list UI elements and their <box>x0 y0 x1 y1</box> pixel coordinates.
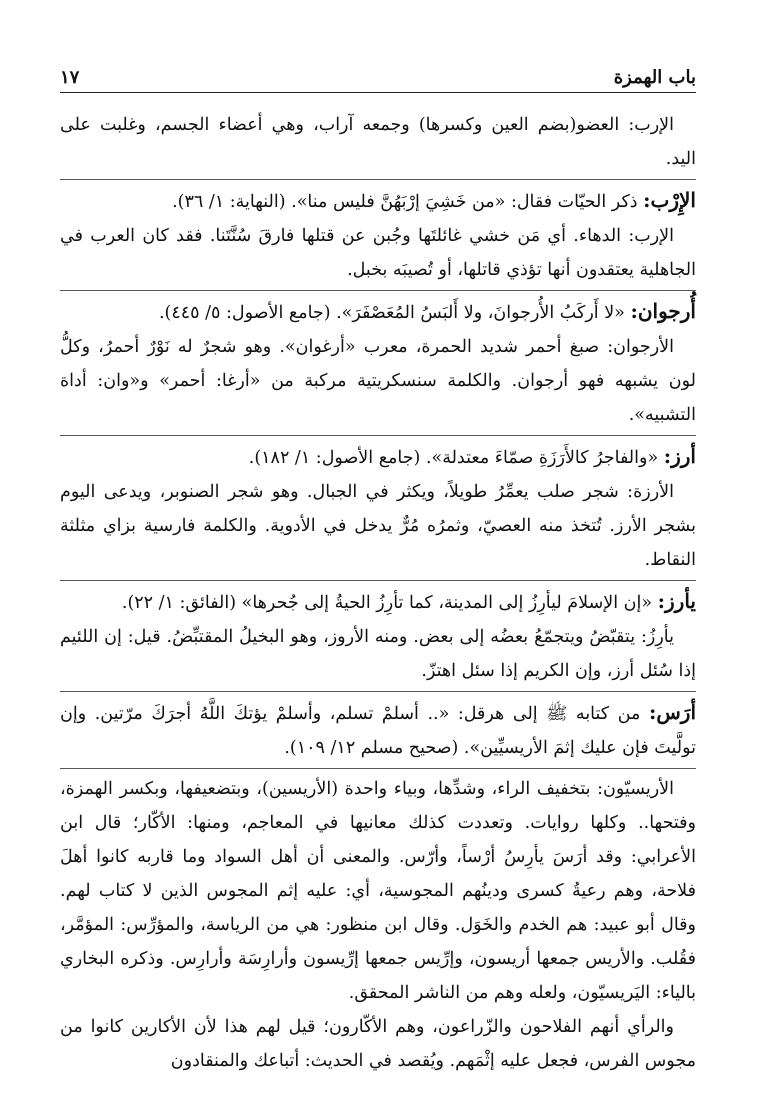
entry-headword: يأرز: <box>657 589 696 613</box>
page-number: ١٧ <box>60 67 80 88</box>
paragraph <box>60 108 696 176</box>
dictionary-entry <box>60 695 696 765</box>
entry-text: يأرِزُ: يتقبّضُ ويتجمّعُ بعضُه إلى بعض. ومنه الأروز، وهو البخيلُ المقتبِّضُ. قيل: إن اللئيم إذا سُئل أرز، وإن الكريم إذا سئل اهتزّ. <box>60 627 696 681</box>
entry-headword: أُرجوان: <box>630 299 696 323</box>
entry-text: «لا أَركَبُ الأُرجوانَ، ولا أَلبَسُ المُعَصْفَرَ». (جامع الأصول: ٥/ ٤٤٥). <box>158 303 631 323</box>
header-rule <box>60 92 696 93</box>
paragraph <box>60 772 696 1010</box>
document-body <box>60 108 696 1078</box>
paragraph <box>60 219 696 287</box>
paragraph <box>60 1010 696 1078</box>
entry-headword: أرَس: <box>648 700 696 724</box>
entry-text: الأرجوان: صبغ أحمر شديد الحمرة، معرب «أرغوان». وهو شجرٌ له نَوْرٌ أحمرُ، وكلُّ لون يشبهه فهو أرجوان. والكلمة سنسكريتية مركبة من «أرغا: أحمر» و«وان: أداة التشبيه». <box>60 337 696 425</box>
entry-separator <box>60 179 696 180</box>
entry-text: «إن الإسلامَ ليأرِزُ إلى المدينة، كما تأرِزُ الحيةُ إلى جُحرها» (الفائق: ١/ ٢٢). <box>121 593 658 613</box>
paragraph <box>60 620 696 688</box>
chapter-title: باب الهمزة <box>613 67 696 88</box>
dictionary-entry <box>60 439 696 475</box>
entry-text: الإرب: العضو(بضم العين وكسرها) وجمعه آراب، وهي أعضاء الجسم، وغلبت على اليد. <box>60 115 696 169</box>
dictionary-entry <box>60 294 696 330</box>
entry-separator <box>60 691 696 692</box>
dictionary-entry <box>60 183 696 219</box>
dictionary-entry <box>60 584 696 620</box>
entry-text: والرأي أنهم الفلاحون والزّراعون، وهم الأكّارون؛ قيل لهم هذا لأن الأكارين كانوا من مجوس الفرس، فجعل عليه إثْمَهم. ويُقصد في الحديث: أتباعك والمنقادون <box>60 1017 696 1071</box>
entry-text: من كتابه ﷺ إلى هرقل: «.. أسلمْ تسلم، وأسلمْ يؤتكَ اللَّهُ أجرَكَ مرّتين. وإن تولَّيتَ فإن عليك إثمَ الأريسيِّين». (صحيح مسلم ١٢/ ١٠٩). <box>60 704 696 758</box>
paragraph <box>60 330 696 432</box>
entry-text: الأريسيّون: بتخفيف الراء، وشدِّها، وبياء واحدة (الأريسين)، وبتضعيفها، وبكسر الهمزة، وفتحها.. وكلها روايات. وتعددت كذلك معانيها في المعاجم، ومنها: الأكّار؛ قال ابن الأعرابي: وقد أرَسَ يأرِسُ أرْساً، وأرّس. والمعنى أن أهل السواد وما قاربه كانوا أهلَ فلاحة، وهم رعيةُ كسرى ودينُهم المجوسية، أي: عليه إثم المجوس الذين لا كتاب لهم. وقال أبو عبيد: هم الخدم والخَوَل. وقال ابن منظور: هي من الرياسة، والمؤرِّس: المؤمَّر، فقُلب. والأريس جمعها أريسون، وإرِّيس جمعها إرِّيسون وأرارِسَة وأرارِس. وذكره البخاري بالياء: اليَريسيّون، ولعله وهم من الناشر المحقق. <box>60 779 696 1003</box>
entry-headword: أرز: <box>663 444 696 468</box>
paragraph <box>60 475 696 577</box>
entry-separator <box>60 580 696 581</box>
entry-text: «والفاجرُ كالأَرَزَةِ صمّاءَ معتدلة». (جامع الأصول: ١/ ١٨٢). <box>248 448 664 468</box>
entry-separator <box>60 768 696 769</box>
page-header <box>60 60 696 88</box>
entry-separator <box>60 290 696 291</box>
entry-text: الأرزة: شجر صلب يعمِّرُ طويلاً، ويكثر في الجبال. وهو شجر الصنوبر، ويدعى اليوم بشجر الأرز. تُتخذ منه العصيّ، وثمرُه مُرٌّ يدخل في الأدوية. والكلمة فارسية بزاي مثلثة النقاط. <box>60 482 696 570</box>
entry-text: الإرب: الدهاء. أي مَن خشي غائلتَها وجُبن عن قتلها فارقَ سُنَّتَنا. فقد كان العرب في الجاهلية يعتقدون أنها تؤذي قاتلها، أو تُصيبَه بخبل. <box>60 226 696 280</box>
entry-text: ذكر الحيّات فقال: «من خَشِيَ إرْبَهُنَّ فليس منا». (النهاية: ١/ ٣٦). <box>172 192 644 212</box>
entry-separator <box>60 435 696 436</box>
entry-headword: الإِرْب: <box>643 188 696 212</box>
